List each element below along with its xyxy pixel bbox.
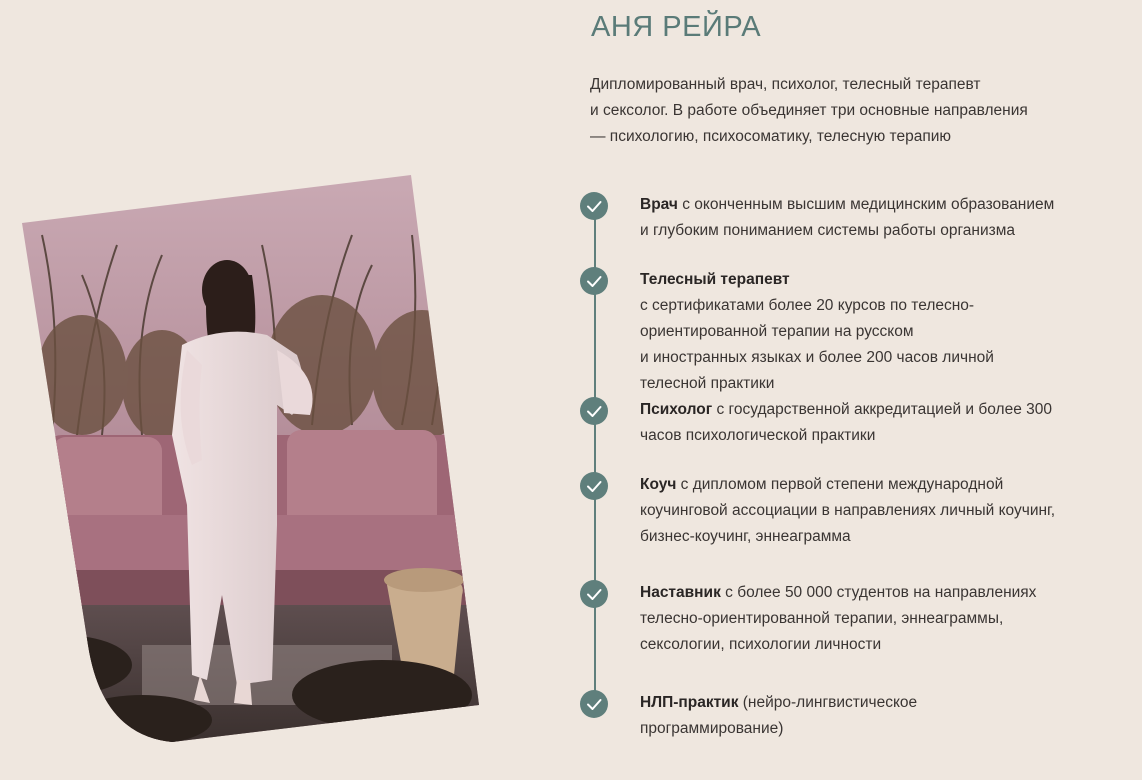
item-text: (нейро-лингвистическое xyxy=(738,694,918,711)
item-text: с сертификатами более 20 курсов по телесно- xyxy=(640,297,975,314)
check-icon xyxy=(580,472,608,500)
intro-line: Дипломированный врач, психолог, телесный терапевт xyxy=(590,76,981,93)
item-text: сексологии, психологии личности xyxy=(640,636,882,653)
page-title: АНЯ РЕЙРА xyxy=(591,11,762,43)
item-title: Психолог xyxy=(640,401,713,418)
item-text: и иностранных языках и более 200 часов личной xyxy=(640,349,994,366)
item-text: телесной практики xyxy=(640,375,775,392)
item-text: и глубоким пониманием системы работы организма xyxy=(640,222,1015,239)
intro-line: и сексолог. В работе объединяет три основные направления xyxy=(590,102,1028,119)
intro-paragraph xyxy=(590,72,1110,150)
item-text: с дипломом первой степени международной xyxy=(676,476,1004,493)
portrait-photo xyxy=(22,175,479,742)
check-icon xyxy=(580,267,608,295)
item-text: бизнес-коучинг, эннеаграмма xyxy=(640,528,851,545)
item-text: телесно-ориентированной терапии, эннеаграммы, xyxy=(640,610,1004,627)
item-text: коучинговой ассоциации в направлениях личный коучинг, xyxy=(640,502,1056,519)
check-icon xyxy=(580,580,608,608)
check-icon xyxy=(580,192,608,220)
item-text: с оконченным высшим медицинским образованием xyxy=(677,196,1055,213)
check-icon xyxy=(580,397,608,425)
item-text: программирование) xyxy=(640,720,784,737)
item-text: с более 50 000 студентов на направлениях xyxy=(720,584,1037,601)
check-icon xyxy=(580,690,608,718)
item-text: ориентированной терапии на русском xyxy=(640,323,914,340)
item-text: часов психологической практики xyxy=(640,427,876,444)
item-title: Наставник xyxy=(640,584,721,601)
item-title: Коуч xyxy=(640,476,677,493)
item-title: Телесный терапевт xyxy=(640,271,790,288)
intro-line: — психологию, психосоматику, телесную терапию xyxy=(590,128,952,145)
item-title: Врач xyxy=(640,196,678,213)
item-title: НЛП-практик xyxy=(640,694,739,711)
item-text: с государственной аккредитацией и более 300 xyxy=(712,401,1052,418)
